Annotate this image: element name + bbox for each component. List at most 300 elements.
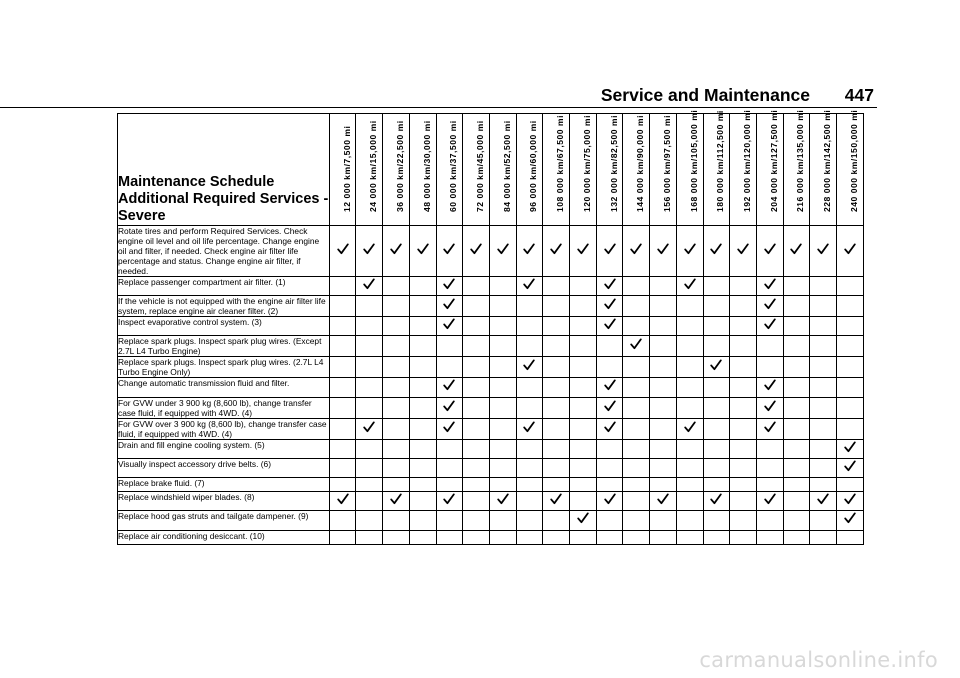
service-description: If the vehicle is not equipped with the engine air filter life system, replace engine air cleaner filter. (2) xyxy=(118,296,330,317)
checkmark-icon xyxy=(523,420,535,438)
checkmark-icon xyxy=(390,492,402,510)
schedule-cell xyxy=(783,478,810,492)
schedule-cell xyxy=(436,530,463,544)
schedule-cell xyxy=(650,492,677,511)
interval-header xyxy=(730,109,757,226)
checkmark-icon xyxy=(363,420,375,438)
schedule-cell xyxy=(463,458,490,477)
schedule-cell xyxy=(810,378,837,397)
schedule-cell xyxy=(329,511,356,530)
service-description: Rotate tires and perform Required Services. Check engine oil level and oil life percentage. Change engine oil and filter, if needed. Check engine air filter life percentage and status. Change engine air filter, if needed. xyxy=(118,226,330,277)
schedule-cell xyxy=(623,397,650,418)
schedule-cell xyxy=(596,458,623,477)
schedule-cell xyxy=(783,277,810,296)
interval-header xyxy=(436,114,463,226)
schedule-cell xyxy=(837,511,864,530)
schedule-cell xyxy=(810,439,837,458)
interval-header xyxy=(783,109,810,226)
schedule-cell xyxy=(623,336,650,357)
interval-header xyxy=(570,114,597,226)
schedule-cell xyxy=(676,277,703,296)
schedule-cell xyxy=(543,317,570,336)
table-row xyxy=(118,277,864,296)
schedule-cell xyxy=(489,397,516,418)
service-description: Replace spark plugs. Inspect spark plug wires. (2.7L L4 Turbo Engine Only) xyxy=(118,357,330,378)
schedule-cell xyxy=(489,511,516,530)
schedule-cell xyxy=(623,226,650,277)
schedule-cell xyxy=(329,458,356,477)
checkmark-icon xyxy=(337,492,349,510)
schedule-cell xyxy=(623,277,650,296)
checkmark-icon xyxy=(443,378,455,396)
schedule-cell xyxy=(329,357,356,378)
table-row xyxy=(118,336,864,357)
schedule-cell xyxy=(463,226,490,277)
table-row xyxy=(118,492,864,511)
schedule-cell xyxy=(436,277,463,296)
interval-header xyxy=(810,109,837,226)
schedule-cell xyxy=(837,397,864,418)
schedule-cell xyxy=(383,277,410,296)
schedule-cell xyxy=(463,492,490,511)
interval-header xyxy=(703,110,730,226)
maintenance-schedule-table xyxy=(117,109,864,545)
checkmark-icon xyxy=(684,277,696,295)
schedule-cell xyxy=(756,478,783,492)
schedule-cell xyxy=(756,511,783,530)
interval-label: 144 000 km/90,000 mi xyxy=(635,115,646,212)
schedule-cell xyxy=(810,296,837,317)
schedule-cell xyxy=(516,439,543,458)
interval-header xyxy=(463,114,490,226)
schedule-cell xyxy=(356,478,383,492)
schedule-cell xyxy=(756,397,783,418)
page-number: 447 xyxy=(844,85,874,105)
schedule-cell xyxy=(543,492,570,511)
interval-header xyxy=(756,109,783,226)
schedule-cell xyxy=(676,439,703,458)
service-description: Change automatic transmission fluid and filter. xyxy=(118,378,330,397)
schedule-cell xyxy=(783,357,810,378)
schedule-cell xyxy=(596,418,623,439)
schedule-cell xyxy=(596,317,623,336)
schedule-cell xyxy=(409,296,436,317)
interval-label: 228 000 km/142,500 mi xyxy=(822,109,833,212)
schedule-cell xyxy=(730,511,757,530)
checkmark-icon xyxy=(764,492,776,510)
schedule-cell xyxy=(783,511,810,530)
schedule-cell xyxy=(543,296,570,317)
schedule-cell xyxy=(329,418,356,439)
schedule-cell xyxy=(650,439,677,458)
schedule-cell xyxy=(596,378,623,397)
schedule-cell xyxy=(489,277,516,296)
schedule-cell xyxy=(356,277,383,296)
schedule-cell xyxy=(356,336,383,357)
table-title: Maintenance Schedule Additional Required Services - Severe xyxy=(118,114,330,226)
schedule-cell xyxy=(810,317,837,336)
checkmark-icon xyxy=(550,242,562,260)
schedule-cell xyxy=(810,226,837,277)
schedule-cell xyxy=(489,530,516,544)
checkmark-icon xyxy=(844,242,856,260)
schedule-cell xyxy=(329,317,356,336)
schedule-cell xyxy=(703,296,730,317)
schedule-cell xyxy=(703,478,730,492)
schedule-cell xyxy=(730,296,757,317)
checkmark-icon xyxy=(443,277,455,295)
schedule-cell xyxy=(463,277,490,296)
schedule-cell xyxy=(516,492,543,511)
schedule-cell xyxy=(596,530,623,544)
schedule-cell xyxy=(489,439,516,458)
schedule-cell xyxy=(783,458,810,477)
schedule-cell xyxy=(463,418,490,439)
schedule-cell xyxy=(837,439,864,458)
schedule-cell xyxy=(543,418,570,439)
checkmark-icon xyxy=(844,492,856,510)
schedule-cell xyxy=(516,317,543,336)
schedule-cell xyxy=(730,378,757,397)
schedule-cell xyxy=(383,478,410,492)
interval-header xyxy=(596,114,623,226)
schedule-cell xyxy=(436,478,463,492)
schedule-cell xyxy=(650,317,677,336)
checkmark-icon xyxy=(604,399,616,417)
checkmark-icon xyxy=(604,492,616,510)
service-description: Drain and fill engine cooling system. (5) xyxy=(118,439,330,458)
checkmark-icon xyxy=(523,277,535,295)
schedule-cell xyxy=(383,458,410,477)
schedule-cell xyxy=(409,492,436,511)
schedule-cell xyxy=(623,357,650,378)
checkmark-icon xyxy=(497,242,509,260)
interval-label: 48 000 km/30,000 mi xyxy=(421,120,432,212)
schedule-cell xyxy=(329,378,356,397)
schedule-cell xyxy=(356,511,383,530)
schedule-cell xyxy=(756,378,783,397)
schedule-cell xyxy=(543,530,570,544)
schedule-cell xyxy=(837,478,864,492)
schedule-cell xyxy=(383,530,410,544)
schedule-cell xyxy=(730,492,757,511)
schedule-cell xyxy=(436,511,463,530)
interval-header xyxy=(356,114,383,226)
schedule-cell xyxy=(436,336,463,357)
schedule-cell xyxy=(463,357,490,378)
interval-label: 84 000 km/52,500 mi xyxy=(501,120,512,212)
schedule-cell xyxy=(356,397,383,418)
schedule-cell xyxy=(676,296,703,317)
schedule-cell xyxy=(783,296,810,317)
checkmark-icon xyxy=(577,242,589,260)
interval-header xyxy=(676,109,703,226)
service-description: Replace air conditioning desiccant. (10) xyxy=(118,530,330,544)
schedule-cell xyxy=(570,317,597,336)
service-description: Replace passenger compartment air filter. (1) xyxy=(118,277,330,296)
schedule-cell xyxy=(570,226,597,277)
schedule-cell xyxy=(409,418,436,439)
checkmark-icon xyxy=(764,420,776,438)
schedule-cell xyxy=(356,492,383,511)
schedule-cell xyxy=(703,439,730,458)
checkmark-icon xyxy=(844,511,856,529)
schedule-cell xyxy=(730,530,757,544)
schedule-cell xyxy=(730,336,757,357)
schedule-cell xyxy=(650,511,677,530)
schedule-cell xyxy=(570,296,597,317)
checkmark-icon xyxy=(790,242,802,260)
schedule-cell xyxy=(623,317,650,336)
schedule-cell xyxy=(783,418,810,439)
checkmark-icon xyxy=(710,242,722,260)
table-row xyxy=(118,317,864,336)
schedule-cell xyxy=(436,296,463,317)
schedule-cell xyxy=(570,478,597,492)
schedule-cell xyxy=(623,530,650,544)
interval-label: 168 000 km/105,000 mi xyxy=(688,109,699,212)
interval-label: 120 000 km/75,000 mi xyxy=(581,115,592,212)
schedule-cell xyxy=(783,226,810,277)
interval-label: 216 000 km/135,000 mi xyxy=(795,109,806,212)
schedule-cell xyxy=(810,530,837,544)
schedule-cell xyxy=(783,336,810,357)
schedule-cell xyxy=(837,378,864,397)
schedule-cell xyxy=(436,317,463,336)
schedule-cell xyxy=(409,357,436,378)
schedule-cell xyxy=(650,378,677,397)
schedule-cell xyxy=(489,296,516,317)
schedule-cell xyxy=(516,336,543,357)
schedule-cell xyxy=(837,357,864,378)
schedule-cell xyxy=(837,317,864,336)
interval-label: 240 000 km/150,000 mi xyxy=(849,109,860,212)
schedule-cell xyxy=(837,492,864,511)
schedule-cell xyxy=(810,458,837,477)
checkmark-icon xyxy=(443,399,455,417)
schedule-cell xyxy=(543,478,570,492)
schedule-cell xyxy=(463,530,490,544)
checkmark-icon xyxy=(577,511,589,529)
schedule-cell xyxy=(570,378,597,397)
interval-label: 12 000 km/7,500 mi xyxy=(341,125,352,212)
schedule-cell xyxy=(837,418,864,439)
schedule-cell xyxy=(703,226,730,277)
interval-label: 180 000 km/112,500 mi xyxy=(715,110,726,212)
watermark: carmanualsonline.info xyxy=(699,648,938,672)
schedule-cell xyxy=(356,296,383,317)
schedule-cell xyxy=(570,458,597,477)
schedule-cell xyxy=(730,317,757,336)
schedule-cell xyxy=(650,418,677,439)
schedule-cell xyxy=(810,397,837,418)
checkmark-icon xyxy=(390,242,402,260)
checkmark-icon xyxy=(817,242,829,260)
schedule-cell xyxy=(596,277,623,296)
schedule-cell xyxy=(516,397,543,418)
schedule-cell xyxy=(596,492,623,511)
schedule-cell xyxy=(543,397,570,418)
schedule-cell xyxy=(837,530,864,544)
schedule-cell xyxy=(409,378,436,397)
schedule-cell xyxy=(730,277,757,296)
schedule-cell xyxy=(489,418,516,439)
schedule-cell xyxy=(383,317,410,336)
schedule-cell xyxy=(676,378,703,397)
table-row xyxy=(118,397,864,418)
schedule-cell xyxy=(570,439,597,458)
interval-header xyxy=(409,114,436,226)
checkmark-icon xyxy=(817,492,829,510)
schedule-cell xyxy=(489,478,516,492)
schedule-cell xyxy=(329,397,356,418)
checkmark-icon xyxy=(443,297,455,315)
schedule-cell xyxy=(543,357,570,378)
interval-header xyxy=(489,114,516,226)
schedule-cell xyxy=(329,277,356,296)
header-rule xyxy=(0,107,877,108)
schedule-cell xyxy=(516,511,543,530)
schedule-cell xyxy=(570,336,597,357)
schedule-cell xyxy=(623,492,650,511)
schedule-cell xyxy=(676,317,703,336)
schedule-cell xyxy=(756,296,783,317)
checkmark-icon xyxy=(497,492,509,510)
schedule-cell xyxy=(596,336,623,357)
schedule-cell xyxy=(409,226,436,277)
schedule-cell xyxy=(676,492,703,511)
checkmark-icon xyxy=(764,317,776,335)
schedule-cell xyxy=(543,511,570,530)
schedule-cell xyxy=(436,397,463,418)
schedule-cell xyxy=(436,439,463,458)
schedule-cell xyxy=(650,530,677,544)
schedule-cell xyxy=(703,458,730,477)
schedule-cell xyxy=(356,458,383,477)
interval-label: 96 000 km/60,000 mi xyxy=(528,120,539,212)
schedule-cell xyxy=(676,418,703,439)
schedule-cell xyxy=(650,226,677,277)
table-row xyxy=(118,478,864,492)
schedule-cell xyxy=(543,439,570,458)
schedule-cell xyxy=(837,226,864,277)
schedule-cell xyxy=(409,277,436,296)
schedule-cell xyxy=(596,511,623,530)
schedule-cell xyxy=(650,458,677,477)
checkmark-icon xyxy=(604,420,616,438)
schedule-cell xyxy=(570,397,597,418)
schedule-cell xyxy=(383,439,410,458)
schedule-cell xyxy=(436,458,463,477)
schedule-cell xyxy=(409,439,436,458)
checkmark-icon xyxy=(337,242,349,260)
schedule-cell xyxy=(543,458,570,477)
schedule-cell xyxy=(329,296,356,317)
schedule-cell xyxy=(756,439,783,458)
schedule-cell xyxy=(756,530,783,544)
schedule-cell xyxy=(409,458,436,477)
schedule-cell xyxy=(543,378,570,397)
checkmark-icon xyxy=(657,492,669,510)
schedule-cell xyxy=(730,357,757,378)
checkmark-icon xyxy=(604,277,616,295)
schedule-cell xyxy=(623,378,650,397)
schedule-cell xyxy=(676,336,703,357)
schedule-cell xyxy=(837,277,864,296)
interval-header xyxy=(650,114,677,226)
page-header xyxy=(0,82,960,108)
interval-header xyxy=(329,114,356,226)
service-description: Inspect evaporative control system. (3) xyxy=(118,317,330,336)
schedule-cell xyxy=(650,296,677,317)
table-row xyxy=(118,296,864,317)
schedule-cell xyxy=(703,378,730,397)
interval-label: 192 000 km/120,000 mi xyxy=(742,109,753,212)
schedule-cell xyxy=(516,458,543,477)
schedule-cell xyxy=(383,418,410,439)
schedule-cell xyxy=(623,418,650,439)
table-row xyxy=(118,378,864,397)
schedule-cell xyxy=(837,458,864,477)
section-title: Service and Maintenance xyxy=(600,85,810,105)
schedule-cell xyxy=(596,439,623,458)
schedule-cell xyxy=(409,530,436,544)
checkmark-icon xyxy=(523,242,535,260)
table-row xyxy=(118,357,864,378)
checkmark-icon xyxy=(523,358,535,376)
schedule-cell xyxy=(676,357,703,378)
service-description: Replace windshield wiper blades. (8) xyxy=(118,492,330,511)
schedule-cell xyxy=(409,511,436,530)
header-row xyxy=(118,114,864,226)
schedule-cell xyxy=(703,397,730,418)
schedule-cell xyxy=(810,277,837,296)
schedule-cell xyxy=(356,226,383,277)
schedule-cell xyxy=(703,511,730,530)
schedule-cell xyxy=(516,530,543,544)
schedule-cell xyxy=(436,226,463,277)
schedule-cell xyxy=(356,530,383,544)
schedule-cell xyxy=(489,336,516,357)
schedule-cell xyxy=(329,530,356,544)
schedule-cell xyxy=(756,336,783,357)
schedule-cell xyxy=(596,226,623,277)
schedule-cell xyxy=(650,277,677,296)
schedule-cell xyxy=(623,511,650,530)
service-description: Replace hood gas struts and tailgate dampener. (9) xyxy=(118,511,330,530)
schedule-cell xyxy=(383,511,410,530)
schedule-cell xyxy=(810,492,837,511)
schedule-cell xyxy=(409,336,436,357)
schedule-cell xyxy=(730,226,757,277)
checkmark-icon xyxy=(550,492,562,510)
checkmark-icon xyxy=(604,297,616,315)
interval-label: 108 000 km/67,500 mi xyxy=(555,115,566,212)
checkmark-icon xyxy=(657,242,669,260)
schedule-cell xyxy=(650,336,677,357)
checkmark-icon xyxy=(684,420,696,438)
checkmark-icon xyxy=(604,317,616,335)
interval-header xyxy=(623,114,650,226)
checkmark-icon xyxy=(630,242,642,260)
interval-label: 132 000 km/82,500 mi xyxy=(608,115,619,212)
schedule-cell xyxy=(489,226,516,277)
service-description: Replace brake fluid. (7) xyxy=(118,478,330,492)
schedule-cell xyxy=(730,418,757,439)
checkmark-icon xyxy=(604,378,616,396)
schedule-cell xyxy=(570,530,597,544)
service-description: For GVW over 3 900 kg (8,600 lb), change transfer case fluid, if equipped with 4WD. (4) xyxy=(118,418,330,439)
